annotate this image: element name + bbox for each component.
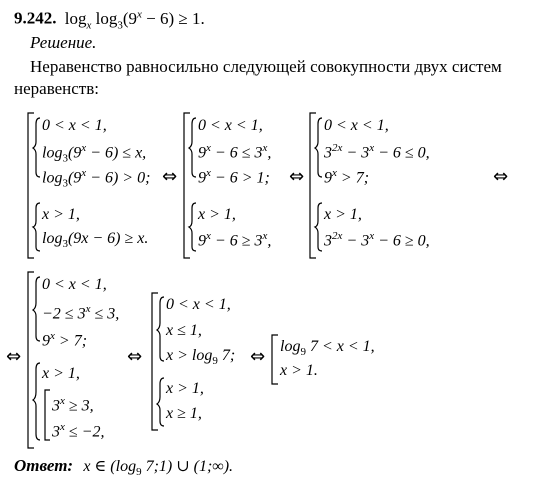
step5-s1-line2: x ≤ 1,	[166, 322, 202, 339]
problem-number: 9.242.	[14, 8, 57, 28]
step2-s1-line2: $9^x - 6 \le 3^x$,	[198, 142, 272, 162]
equiv-arrow-6: ⇔	[250, 346, 266, 367]
step3-s1-line3: $9^x > 7$;	[324, 167, 370, 187]
solution-heading: Решение.	[30, 33, 97, 52]
step5-s2-line2: x ≥ 1,	[166, 405, 202, 422]
equiv-arrow-2: ⇔	[289, 166, 305, 187]
step3-s1-line1: 0 < x < 1,	[324, 117, 389, 134]
step6-line2: x > 1.	[280, 362, 318, 379]
step3-s2-line1: x > 1,	[324, 206, 362, 223]
step2-s2-line1: x > 1,	[198, 206, 236, 223]
step5-s1-line1: 0 < x < 1,	[166, 296, 231, 313]
step1-s2-line2: $\log_3(9x - 6) \ge x$.	[42, 230, 149, 251]
step4-s2-inner1: $3^x \ge 3$,	[52, 395, 94, 415]
step4-s1-line2: $-2 \le 3^x \le 3$,	[42, 303, 120, 323]
step2-s1-line1: 0 < x < 1,	[198, 117, 263, 134]
step5-s2-line1: x > 1,	[166, 380, 204, 397]
step2-s2-line2: $9^x - 6 \ge 3^x$,	[198, 230, 272, 250]
problem-statement: $\log_x \log_3(9^x - 6) \ge 1$.	[64, 8, 205, 32]
step1-s1-line2: $\log_3(9^x - 6) \le x$,	[42, 142, 147, 165]
step6-line1: $\log_9 7 < x < 1$,	[280, 338, 375, 359]
step1-s1-line1: 0 < x < 1,	[42, 117, 107, 134]
step1-s2-line1: x > 1,	[42, 206, 80, 223]
answer-line	[14, 456, 233, 478]
step4-s1-line1: 0 < x < 1,	[42, 276, 107, 293]
step4-s2-line1: x > 1,	[42, 365, 80, 382]
equiv-arrow-3: ⇔	[493, 166, 509, 187]
equiv-arrow-4: ⇔	[6, 346, 22, 367]
answer-value: x ∈ ($\log_9$ 7;1) ∪ (1;∞).	[83, 458, 234, 479]
equiv-arrow-5: ⇔	[127, 346, 143, 367]
step2-s1-line3: $9^x - 6 > 1$;	[198, 167, 270, 187]
step1-s1-line3: $\log_3(9^x - 6) > 0$;	[42, 167, 151, 190]
step5-s1-line3: $x > \log_9 7$;	[166, 347, 236, 368]
intro-paragraph: Неравенство равносильно следующей совокупности двух систем неравенств:	[14, 57, 502, 98]
answer-label: Ответ:	[14, 456, 74, 475]
step3-s1-line2: $3^{2x} - 3^x - 6 \le 0$,	[324, 142, 430, 162]
step4-s2-inner2: $3^x \le -2$,	[52, 421, 105, 441]
step3-s2-line2: $3^{2x} - 3^x - 6 \ge 0$,	[324, 230, 430, 250]
equiv-arrow-1: ⇔	[162, 166, 178, 187]
step4-s1-line3: $9^x > 7$;	[42, 330, 88, 350]
